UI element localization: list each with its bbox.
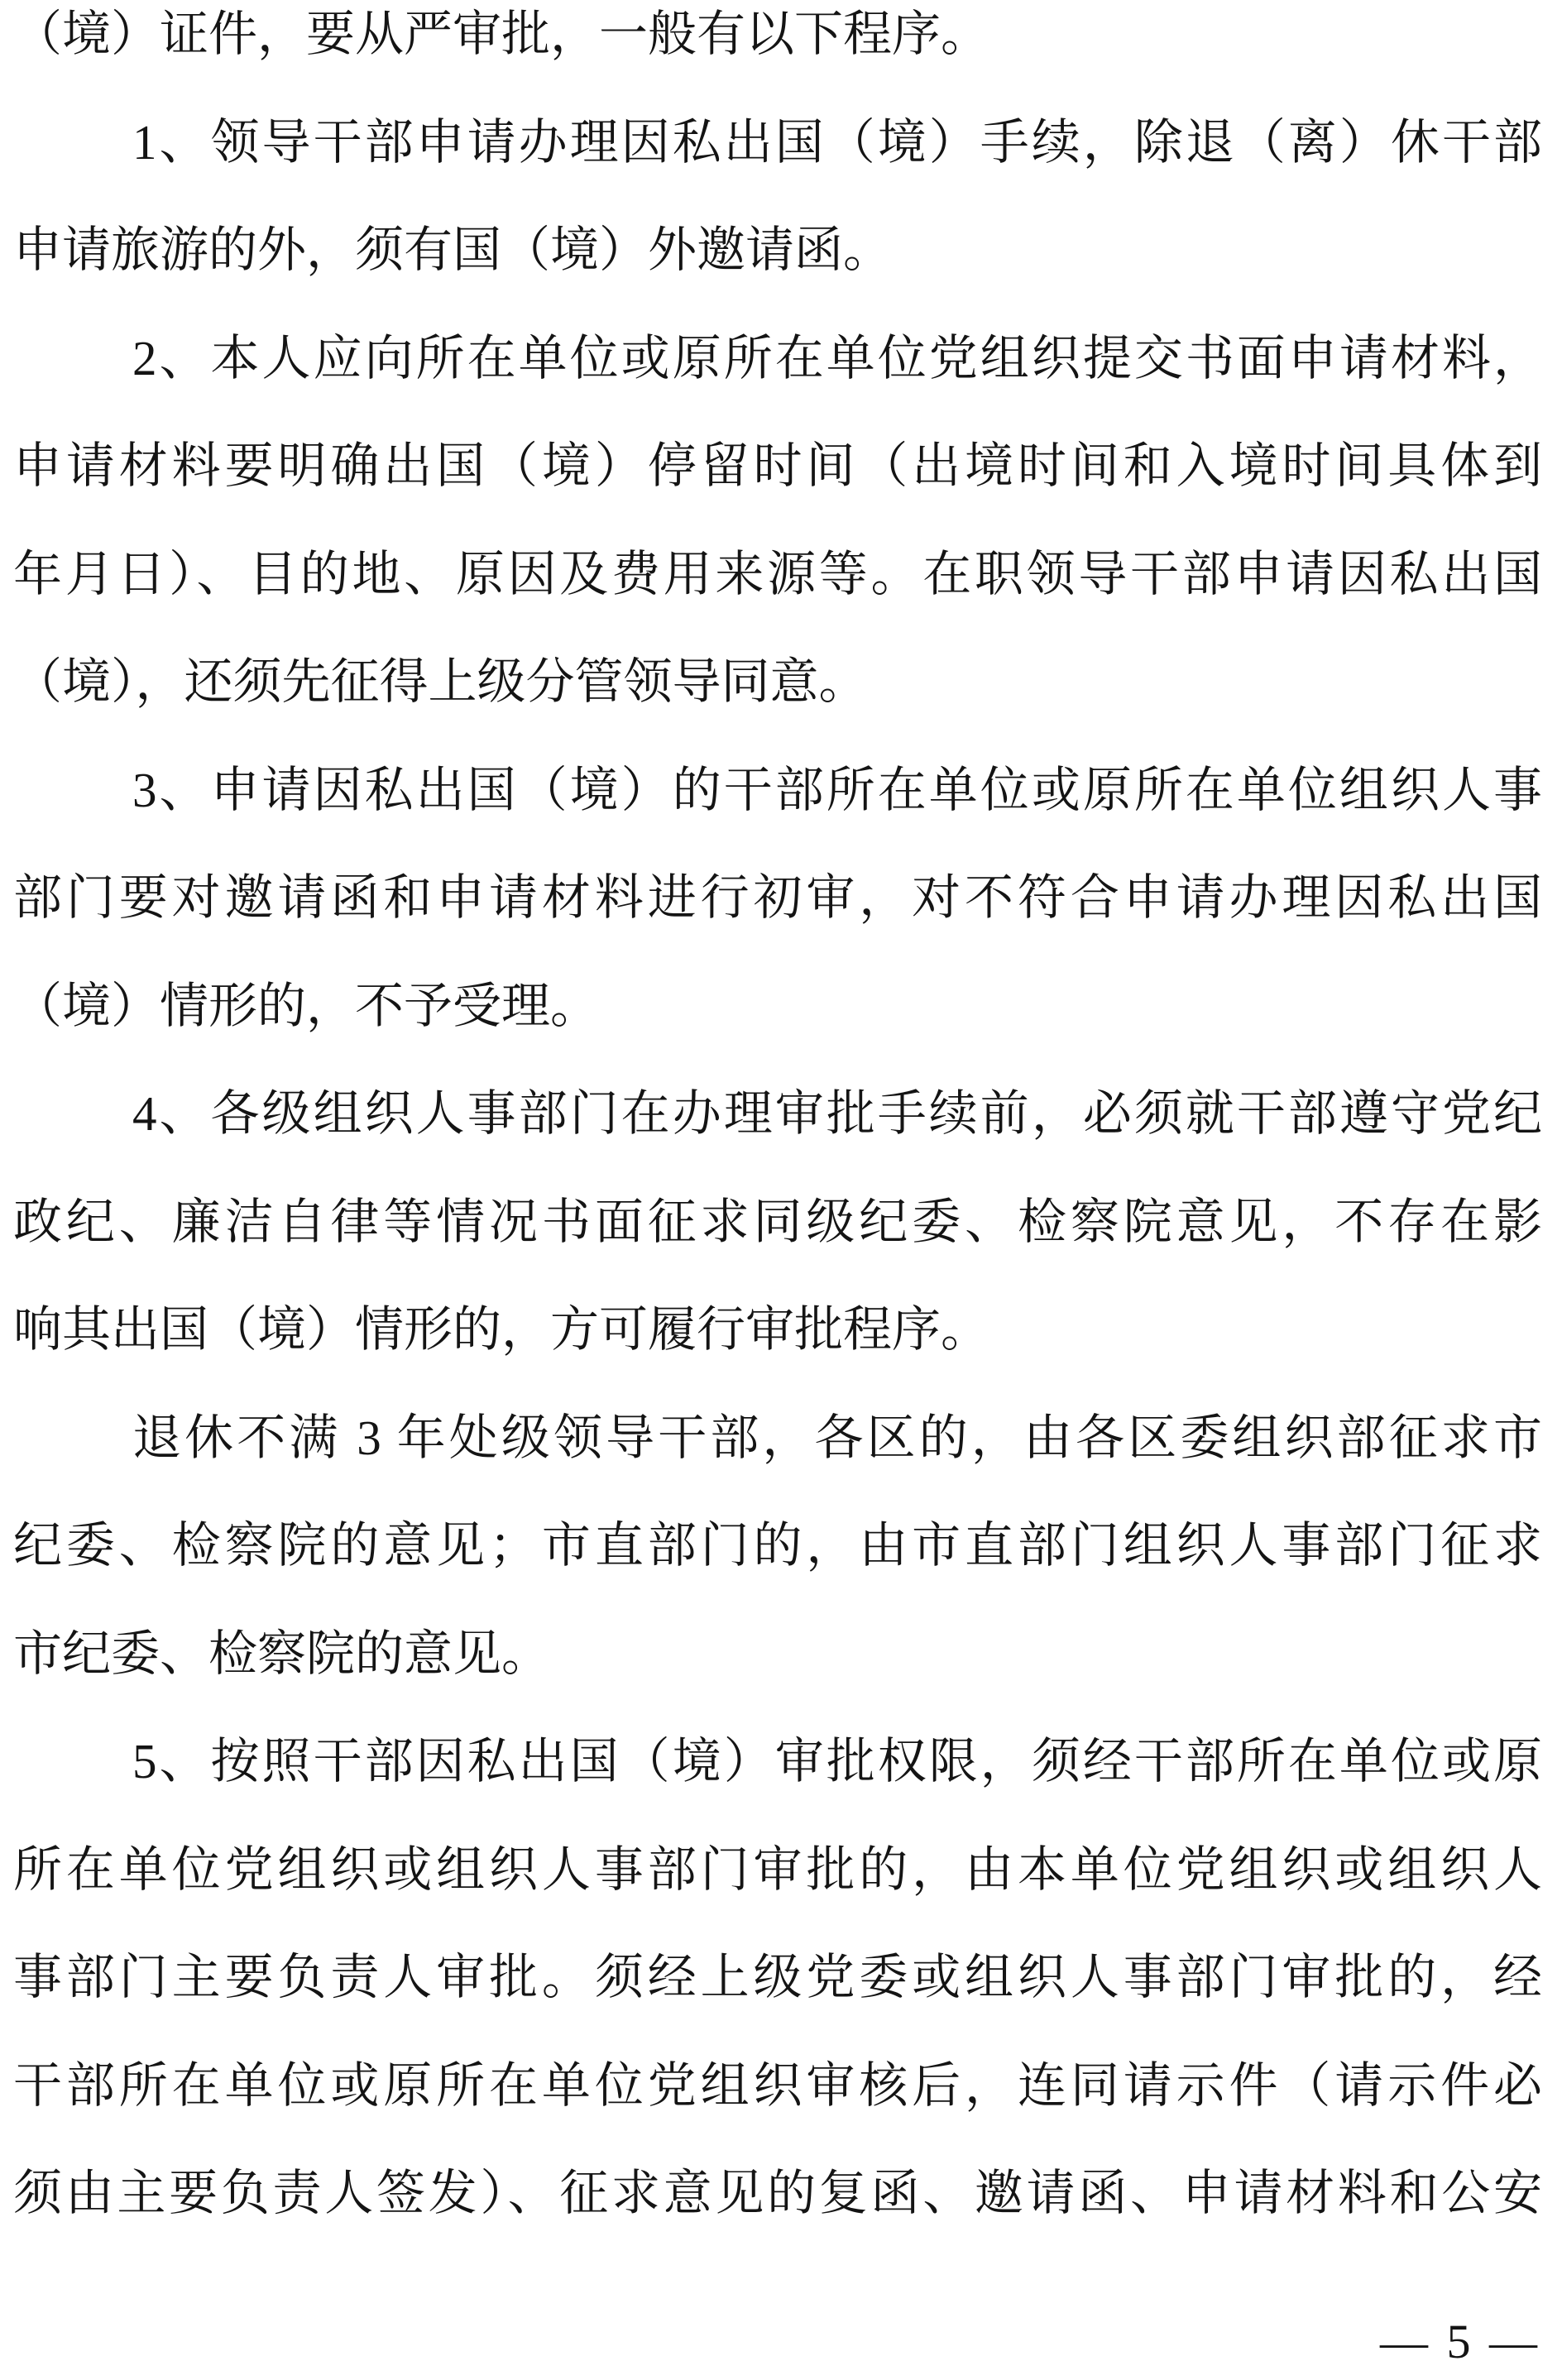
paragraph-item-4 <box>13 1060 1542 1384</box>
text-line: （境），还须先征得上级分管领导同意。 <box>13 654 868 709</box>
paragraph-item-3 <box>13 736 1542 1061</box>
text-line: 申请旅游的外，须有国（境）外邀请函。 <box>13 223 893 277</box>
text-line: 市纪委、检察院的意见。 <box>13 1626 551 1681</box>
paragraph-item-1 <box>13 89 1542 304</box>
text-line: （境）情形的，不予受理。 <box>13 978 600 1033</box>
text-line: 须由主要负责人签发）、征求意见的复函、邀请函、申请材料和公安 <box>13 2166 1542 2220</box>
text-line: 部门要对邀请函和申请材料进行初审，对不符合申请办理因私出国 <box>13 870 1542 925</box>
text-line: 1、领导干部申请办理因私出国（境）手续，除退（离）休干部 <box>132 114 1542 170</box>
paragraph-item-2 <box>13 304 1542 736</box>
text-line: 2、本人应向所在单位或原所在单位党组织提交书面申请材料， <box>132 330 1542 385</box>
paragraph-item-5 <box>13 1707 1542 2248</box>
text-line: 所在单位党组织或组织人事部门审批的，由本单位党组织或组织人 <box>13 1841 1542 1897</box>
text-line: 4、各级组织人事部门在办理审批手续前，必须就干部遵守党纪 <box>132 1086 1542 1141</box>
text-line: 3、申请因私出国（境）的干部所在单位或原所在单位组织人事 <box>132 762 1542 817</box>
text-line: 退休不满 3 年处级领导干部，各区的，由各区委组织部征求市 <box>132 1410 1542 1465</box>
page-number: — 5 — <box>1380 2315 1540 2368</box>
text-line: （境）证件，要从严审批，一般有以下程序。 <box>13 7 990 61</box>
text-line: 事部门主要负责人审批。须经上级党委或组织人事部门审批的，经 <box>13 1950 1542 2004</box>
text-line: 年月日）、目的地、原因及费用来源等。在职领导干部申请因私出国 <box>13 546 1542 601</box>
paragraph-retirement-note <box>13 1384 1542 1708</box>
text-line: 申请材料要明确出国（境）停留时间（出境时间和入境时间具体到 <box>13 438 1542 493</box>
text-line: 纪委、检察院的意见；市直部门的，由市直部门组织人事部门征求 <box>13 1518 1542 1573</box>
text-line: 政纪、廉洁自律等情况书面征求同级纪委、检察院意见，不存在影 <box>13 1194 1542 1249</box>
paragraph-continuation <box>13 0 1542 89</box>
text-line: 干部所在单位或原所在单位党组织审核后，连同请示件（请示件必 <box>13 2057 1542 2113</box>
text-line: 响其出国（境）情形的，方可履行审批程序。 <box>13 1302 990 1357</box>
text-line: 5、按照干部因私出国（境）审批权限，须经干部所在单位或原 <box>132 1734 1542 1789</box>
body-text <box>13 0 1542 2248</box>
